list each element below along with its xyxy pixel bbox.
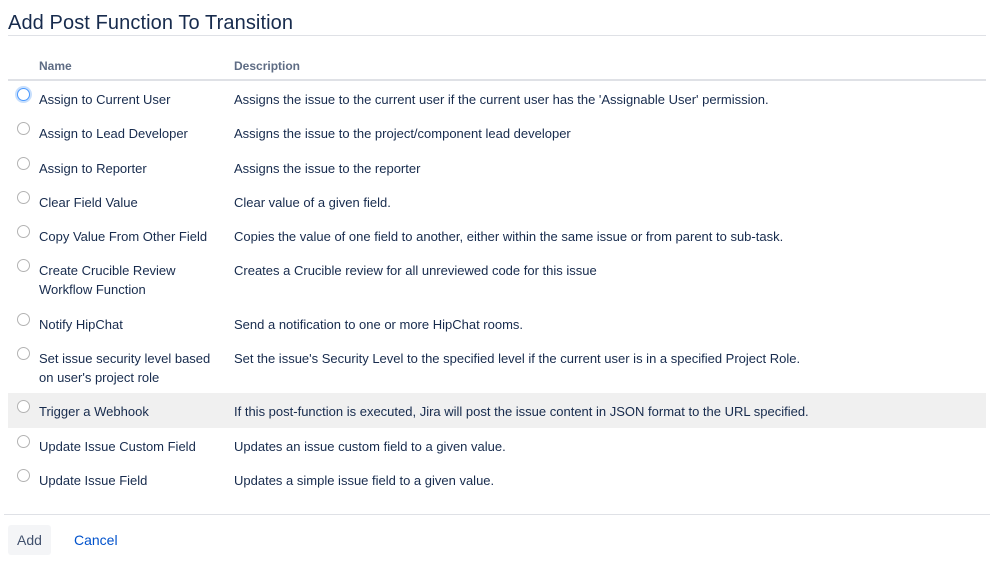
table-row[interactable] — [8, 393, 986, 427]
function-name[interactable]: Trigger a Webhook — [39, 404, 149, 420]
table-row[interactable] — [8, 428, 986, 462]
radio-assign-to-reporter[interactable] — [17, 157, 30, 170]
table-row[interactable] — [8, 184, 986, 218]
table-row[interactable] — [8, 150, 986, 184]
title-divider — [8, 35, 986, 36]
table-row[interactable] — [8, 81, 986, 115]
post-function-table — [8, 51, 986, 496]
function-name[interactable]: Set issue security level based on user's project role — [39, 351, 211, 386]
table-row[interactable] — [8, 218, 986, 252]
function-description: Updates a simple issue field to a given value. — [234, 472, 495, 488]
radio-update-issue-field[interactable] — [17, 469, 30, 482]
radio-update-issue-custom-field[interactable] — [17, 435, 30, 448]
radio-notify-hipchat[interactable] — [17, 313, 30, 326]
function-description: Clear value of a given field. — [234, 194, 391, 210]
radio-create-crucible-review[interactable] — [17, 259, 30, 272]
function-description: Assigns the issue to the reporter — [234, 160, 421, 176]
table-row[interactable] — [8, 340, 986, 393]
add-button[interactable]: Add — [8, 525, 51, 555]
table-row[interactable] — [8, 115, 986, 149]
radio-assign-to-lead-developer[interactable] — [17, 122, 30, 135]
table-row[interactable] — [8, 462, 986, 496]
column-header-name: Name — [39, 59, 72, 73]
cancel-link[interactable]: Cancel — [74, 532, 118, 548]
function-name[interactable]: Create Crucible Review Workflow Function — [39, 263, 176, 298]
radio-copy-value-from-other-field[interactable] — [17, 225, 30, 238]
function-description: Updates an issue custom field to a given value. — [234, 438, 506, 454]
table-row[interactable] — [8, 306, 986, 340]
function-description: Creates a Crucible review for all unreviewed code for this issue — [234, 263, 597, 279]
footer-divider — [4, 514, 990, 515]
function-name[interactable]: Assign to Current User — [39, 92, 171, 107]
function-description: Set the issue's Security Level to the specified level if the current user is in a specified Project Role. — [234, 351, 801, 367]
function-description: Assigns the issue to the current user if the current user has the 'Assignable User' permission. — [234, 92, 769, 107]
table-header — [8, 51, 986, 81]
table-row[interactable] — [8, 252, 986, 305]
function-name[interactable]: Update Issue Field — [39, 472, 148, 488]
radio-set-issue-security-level[interactable] — [17, 347, 30, 360]
function-name[interactable]: Notify HipChat — [39, 316, 123, 332]
function-description: Send a notification to one or more HipChat rooms. — [234, 316, 524, 332]
radio-assign-to-current-user[interactable] — [17, 88, 30, 101]
function-name[interactable]: Update Issue Custom Field — [39, 438, 196, 454]
function-name[interactable]: Copy Value From Other Field — [39, 229, 208, 245]
function-name[interactable]: Assign to Reporter — [39, 160, 147, 176]
function-description: Copies the value of one field to another, either within the same issue or from parent to sub-task. — [234, 229, 784, 245]
radio-trigger-a-webhook[interactable] — [17, 400, 30, 413]
column-header-description: Description — [234, 59, 301, 73]
function-description: If this post-function is executed, Jira will post the issue content in JSON format to the URL specified. — [234, 404, 809, 420]
function-description: Assigns the issue to the project/component lead developer — [234, 126, 571, 142]
radio-clear-field-value[interactable] — [17, 191, 30, 204]
function-name[interactable]: Assign to Lead Developer — [39, 126, 188, 142]
page-title: Add Post Function To Transition — [8, 12, 294, 34]
function-name[interactable]: Clear Field Value — [39, 194, 138, 210]
